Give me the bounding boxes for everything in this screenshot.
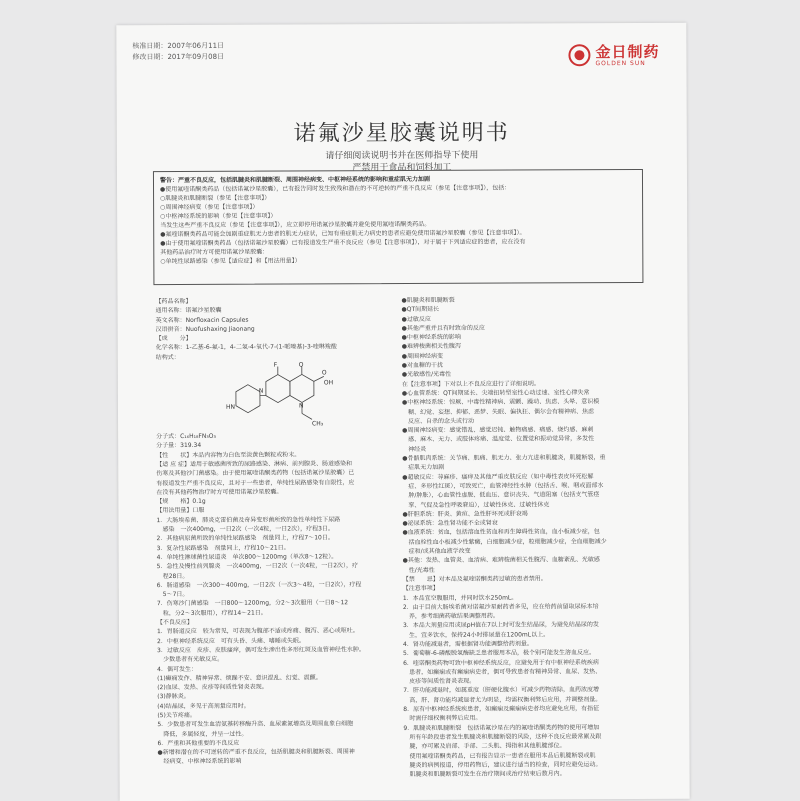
left-text-line: 6．肠道感染 一次300～400mg，一日2次（一次3～4粒，一日2次），疗程 — [157, 580, 393, 590]
left-text-line: 经病变、中枢神经系统的影响 — [158, 757, 394, 767]
document-title: 诺氟沙星胶囊说明书 — [117, 115, 687, 148]
right-text-line: ●心血管系统：QT间期延长、尖端扭转型室性心动过速、室性心律失常 — [402, 388, 652, 398]
right-text-line: ●其他严重并且有时致命的反应 — [402, 323, 652, 333]
warning-line: ○单纯性尿路感染（参见【适应症】和【用法用量】） — [160, 255, 636, 266]
left-text-line: (5)关节疼痛。 — [157, 710, 393, 720]
warning-line: 当发生这些严重不良反应（参见【注意事项】），应立即停用诺氟沙星胶囊并避免使用氟喹诺酮类药品。 — [160, 219, 636, 230]
right-text-line: ●中枢神经系统的影响 — [402, 332, 652, 342]
right-text-line: 3．本品大剂量应用或尿pH值在7以上时可发生结晶尿，为避免结晶尿的发 — [403, 620, 653, 630]
warning-line: ●氟喹诺酮类药品可能会加剧重症肌无力患者的肌无力症状，已知有重症肌无力病史的患者应避免使用诺氟沙星胶囊（参见【注意事项】）。 — [160, 228, 636, 239]
norfloxacin-structure-diagram — [226, 361, 336, 431]
left-text-line: 1．胃肠道反应 较为常见，可表现为腹部不适或疼痛、腹泻、恶心或呕吐。 — [157, 626, 393, 636]
warning-line: ○周围神经病变（参见【注意事项】） — [160, 201, 636, 212]
left-text-line: 降低，多属轻度，并呈一过性。 — [157, 729, 393, 739]
right-text-line: 肌腱炎和肌腱断裂可发生在治疗期间或治疗结束后数月内。 — [404, 769, 654, 779]
date-block — [132, 41, 224, 63]
leaflet-sheet — [116, 23, 689, 801]
left-text-line: ●新增和潜在的不可逆转的严重不良反应，包括肌腱炎和肌腱断裂、周围神 — [157, 747, 393, 757]
struct-label-f: F — [274, 362, 278, 369]
right-text-line: 【注意事项】 — [403, 583, 653, 593]
left-text-line: 分子式：C₁₆H₁₈FN₃O₃ — [156, 431, 392, 441]
right-text-line: 症和/或其他血液学改变 — [403, 546, 653, 556]
warning-line: ●使用氟喹诺酮类药品（包括诺氟沙星胶囊），已有报告同时发生致残和潜在的不可逆转的严重不良反应（参见【注意事项】），包括： — [160, 183, 636, 194]
logo-english-name: GOLDEN SUN — [595, 59, 659, 66]
right-text-line: 括血栓性血小板减少性紫癜，白细胞减少症，粒细胞减少症，全血细胞减少 — [403, 537, 653, 547]
right-text-line: 所有年龄段患者发生肌腱炎和肌腱断裂的风险，这种不良反应最常累及跟 — [403, 732, 653, 742]
left-text-line: 3．复杂性尿路感染 剂量同上，疗程10～21日。 — [157, 543, 393, 553]
revision-date: 修改日期：2017年09月08日 — [132, 52, 224, 63]
left-text-line: (3)静脉炎。 — [157, 691, 393, 701]
right-text-line: 7．肝功能减退时，如属重度（肝硬化腹水）可减少药物清除，血药浓度增 — [403, 685, 653, 695]
left-text-line: 通用名称：诺氟沙星胶囊 — [156, 305, 392, 315]
sun-logo-icon — [568, 44, 590, 66]
left-text-line: 汉语拼音：Nuofushaxing Jiaonang — [156, 324, 392, 334]
struct-label-hn: HN — [226, 404, 235, 411]
right-text-line: ●过敏反应 — [402, 314, 652, 324]
right-text-line: 【禁 忌】对本品及氟喹诺酮类药过敏的患者禁用。 — [403, 574, 653, 584]
right-text-line: 糊、幻觉、妄想、抑郁、恶梦、失眠、偏执狂、偶尔会有精神病、焦虑 — [402, 406, 652, 416]
right-text-line: ●难辨梭菌相关性腹泻 — [402, 341, 652, 351]
right-text-line: 腱，亦可累及肩部、手部、二头肌、拇指和其他肌腱部位。 — [403, 741, 653, 751]
right-text-line: 高，肝、肾功能均减退者尤为明显，均需权衡利弊后应用，并调整剂量。 — [403, 695, 653, 705]
left-text-line: 程28日。 — [157, 571, 393, 581]
right-text-line: ●周围神经病变 — [402, 351, 652, 361]
left-text-line: 结构式： — [156, 352, 392, 362]
right-text-line: 在【注意事项】下对以上不良反应进行了详细说明。 — [402, 379, 652, 389]
prohibition-line: 严禁用于食品和饲料加工 — [117, 159, 687, 174]
right-text-line: ●肝胆系统：肝炎、黄疸、急性肝坏死或肝衰竭 — [402, 509, 652, 519]
right-text-line: 生，宜多饮水，保持24小时排尿量在1200mL以上。 — [403, 630, 653, 640]
company-logo — [568, 35, 672, 75]
right-text-line: ●肌腱炎和肌腱断裂 — [401, 295, 651, 305]
right-text-line: 性/光毒性 — [403, 565, 653, 575]
right-text-line: 使用氟喹诺酮类药品，已有报告显示一患者在服用本品后肌腱断裂或肌 — [403, 750, 653, 760]
right-text-line: ●泌尿系统：急性肾功能不全或肾衰 — [402, 518, 652, 528]
warning-lines — [160, 183, 636, 266]
left-text-line: 5．少数患者可发生血清氨基转移酶升高、血尿素氮增高及周围血象白细胞 — [157, 719, 393, 729]
left-text-line: 【规 格】0.1g — [156, 496, 392, 506]
right-text-line: 2．由于目前大肠埃希菌对诺氟沙星耐药者多见，应在给药前留取尿标本培 — [403, 602, 653, 612]
left-text-line: (1)癫痫发作、精神异常、烦躁不安、意识混乱、幻觉、震颤。 — [157, 673, 393, 683]
right-text-line: 挛、气促及急性呼吸窘迫），过敏性休克、过敏性休克 — [402, 499, 652, 509]
left-text-line: 【适 应 症】适用于敏感菌所致的尿路感染、淋病、前列腺炎、肠道感染和 — [156, 459, 392, 469]
left-text-line: 粒，分2～3次服用），疗程14～21日。 — [157, 608, 393, 618]
left-text-line: 【不良反应】 — [157, 617, 393, 627]
left-text-line: 在没有其他药物治疗时方可使用诺氟沙星胶囊。 — [156, 487, 392, 497]
right-text-line: 神经炎 — [402, 444, 652, 454]
right-text-line: 症肌无力加剧 — [402, 462, 652, 472]
struct-label-oh: OH — [324, 379, 333, 386]
left-text-line: 5～7日。 — [157, 589, 393, 599]
left-column — [155, 296, 393, 767]
struct-label-o-ketone: O — [299, 362, 304, 369]
right-text-line: 1．本品宜空腹服用，并同时饮水250mL。 — [403, 592, 653, 602]
instruction-line: 请仔细阅读说明书并在医师指导下使用 — [117, 147, 687, 162]
right-text-line: 6．喹诺酮类药物可致中枢神经系统反应，应避免用于有中枢神经系统疾病 — [403, 657, 653, 667]
left-text-line: 5．急性及慢性前列腺炎 一次400mg，一日2次（一次4粒，一日2次），疗 — [157, 561, 393, 571]
struct-label-n-ring: N — [299, 403, 304, 410]
left-text-line: (2)血尿、发热、皮疹等间质性肾炎表现。 — [157, 682, 393, 692]
right-text-line: 症、多形性红斑），可致死亡，血管神经性水肿（包括舌、喉、咽或面部水 — [402, 481, 652, 491]
left-text-line: 【成 分】 — [156, 333, 392, 343]
left-text-line: 6．严重和其他重要的不良反应 — [157, 738, 393, 748]
right-text-line: 患者，如癫痫或有癫痫病史者，偶可导致患者有精神异常、血尿、发热、 — [403, 667, 653, 677]
left-text-line: 【用法用量】口服 — [156, 506, 392, 516]
right-text-line: 感、麻木、无力、或肢体疼痛、温度觉、位置觉和振动觉异常，多发性 — [402, 434, 652, 444]
right-text-line: 8．原有中枢神经系统疾患者，如癫痫及癫痫病史者均应避免应用，有指征 — [403, 704, 653, 714]
left-text-line: 【性 状】本品内容物为白色至淡黄色颗粒或粉末。 — [156, 450, 392, 460]
warning-line: ●由于使用氟喹诺酮类药品（包括诺氟沙星胶囊）已有报道发生严重不良反应（参见【注意事项】），对于属于下列适应症的患者，应在没有 — [160, 237, 636, 248]
right-text-line: ●对血糖的干扰 — [402, 360, 652, 370]
left-text-line: 7．伤寒沙门菌感染 一日800～1200mg，分2～3次服用（一日8～12 — [157, 598, 393, 608]
left-text-line: 伤寒及其他沙门菌感染。由于使用氟喹诺酮类药物（包括诺氟沙星胶囊）已 — [156, 468, 392, 478]
left-text-line: 3．过敏反应 皮疹、皮肤瘙痒，偶可发生渗出性多形红斑及血管神经性水肿。 — [157, 645, 393, 655]
left-text-line: 有报道发生严重不良反应，且对于一些患者，单纯性尿路感染有自限性，应 — [156, 478, 392, 488]
left-text-line: 4．偶可发生： — [157, 664, 393, 674]
right-column — [401, 295, 653, 780]
warning-box — [153, 169, 643, 285]
warning-line: ○肌腱炎和肌腱断裂（参见【注意事项】） — [160, 192, 636, 203]
left-text-line: 2．中枢神经系统反应 可有头昏、头痛、嗜睡或失眠。 — [157, 636, 393, 646]
struct-label-o-acid: O — [322, 369, 327, 376]
left-text-line: 英文名称：Norfloxacin Capsules — [156, 315, 392, 325]
right-text-line: 9．肌腱炎和肌腱断裂 包括诺氟沙星在内的氟喹诺酮类药物的使用可增加 — [403, 723, 653, 733]
left-text-line: 感染 一次400mg，一日2次（一次4粒，一日2次），疗程3日。 — [156, 524, 392, 534]
warning-heading: 警告：严重不良反应，包括肌腱炎和肌腱断裂、周围神经病变、中枢神经系统的影响和重症肌无力加剧 — [160, 174, 636, 185]
right-text-line: 皮疹等间质性肾炎表现。 — [403, 676, 653, 686]
right-text-line: ●光敏感性/光毒性 — [402, 369, 652, 379]
right-text-line: 4．肾功能减退者，需根据肾功能调整给药剂量。 — [403, 639, 653, 649]
left-text-line: 分子量：319.34 — [156, 440, 392, 450]
left-text-line: 4．单纯性淋球菌性尿道炎 单次800～1200mg（单次8～12粒）。 — [157, 552, 393, 562]
structural-formula — [156, 361, 392, 432]
left-text-line: 【药品名称】 — [155, 296, 391, 306]
left-text-line: 少数患者有光敏反应。 — [157, 654, 393, 664]
left-text-line: (4)结晶尿，多见于高剂量应用时。 — [157, 701, 393, 711]
left-text-line: 化学名称：1-乙基-6-氟-1，4-二氢-4-氧代-7-(1-哌嗪基)-3-喹啉羧酸 — [156, 343, 392, 353]
logo-chinese-name: 金日制药 — [595, 43, 659, 59]
left-text-line: 1．大肠埃希菌、肺炎克雷伯菌及奇异变形菌所致的急性单纯性下尿路 — [156, 515, 392, 525]
right-text-line: ●周围神经病变：感觉错乱、感觉迟钝、触物痛感、痛感、烧灼感、麻刺 — [402, 425, 652, 435]
right-text-line: ●超敏反应：荨麻疹、瘙痒及其他严重皮肤反应（如中毒性表皮坏死松解 — [402, 472, 652, 482]
struct-label-n-piperazine: N — [259, 388, 264, 395]
right-text-line: 时需仔细权衡利弊后应用。 — [403, 713, 653, 723]
right-text-line: 反应、自杀的念头或行动 — [402, 416, 652, 426]
right-text-line: ●骨骼肌肉系统：关节痛、肌痛、肌无力、张力亢进和肌腱炎，肌腱断裂，重 — [402, 453, 652, 463]
warning-line: ○中枢神经系统的影响（参见【注意事项】） — [160, 210, 636, 221]
right-text-line: ●QT间期延长 — [402, 304, 652, 314]
right-text-line: 5．葡萄糖-6-磷酸脱氢酶缺乏患者服用本品，极个别可能发生溶血反应。 — [403, 648, 653, 658]
warning-line: 其他药品治疗时方可使用诺氟沙星胶囊： — [160, 246, 636, 257]
approval-date: 核准日期：2007年06月11日 — [132, 41, 224, 52]
left-text-line: 2．其他病原菌所致的单纯性尿路感染 剂量同上，疗程7～10日。 — [157, 533, 393, 543]
right-text-line: ●中枢神经系统：惊厥、中毒性精神病、震颤、躁动、焦虑、头晕、意识模 — [402, 397, 652, 407]
right-text-line: 肿/肿胀），心血管性虚脱、低血压、意识丧失、气道阻塞（包括支气管痉 — [402, 490, 652, 500]
right-text-line: ●其他：发热、血管炎、血清病、难辨梭菌相关性腹泻、血糖紊乱、光敏感 — [403, 555, 653, 565]
right-text-line: ●血液系统：贫血，包括溶血性贫血和再生障碍性贫血，血小板减少症，包 — [403, 527, 653, 537]
right-text-line: 养，参考细菌药敏结果调整用药。 — [403, 611, 653, 621]
right-text-line: 腱炎的病例报道，停用药物后，建议进行适当的检查，同时应避免运动。 — [404, 760, 654, 770]
struct-label-ch3: CH₃ — [312, 420, 324, 427]
